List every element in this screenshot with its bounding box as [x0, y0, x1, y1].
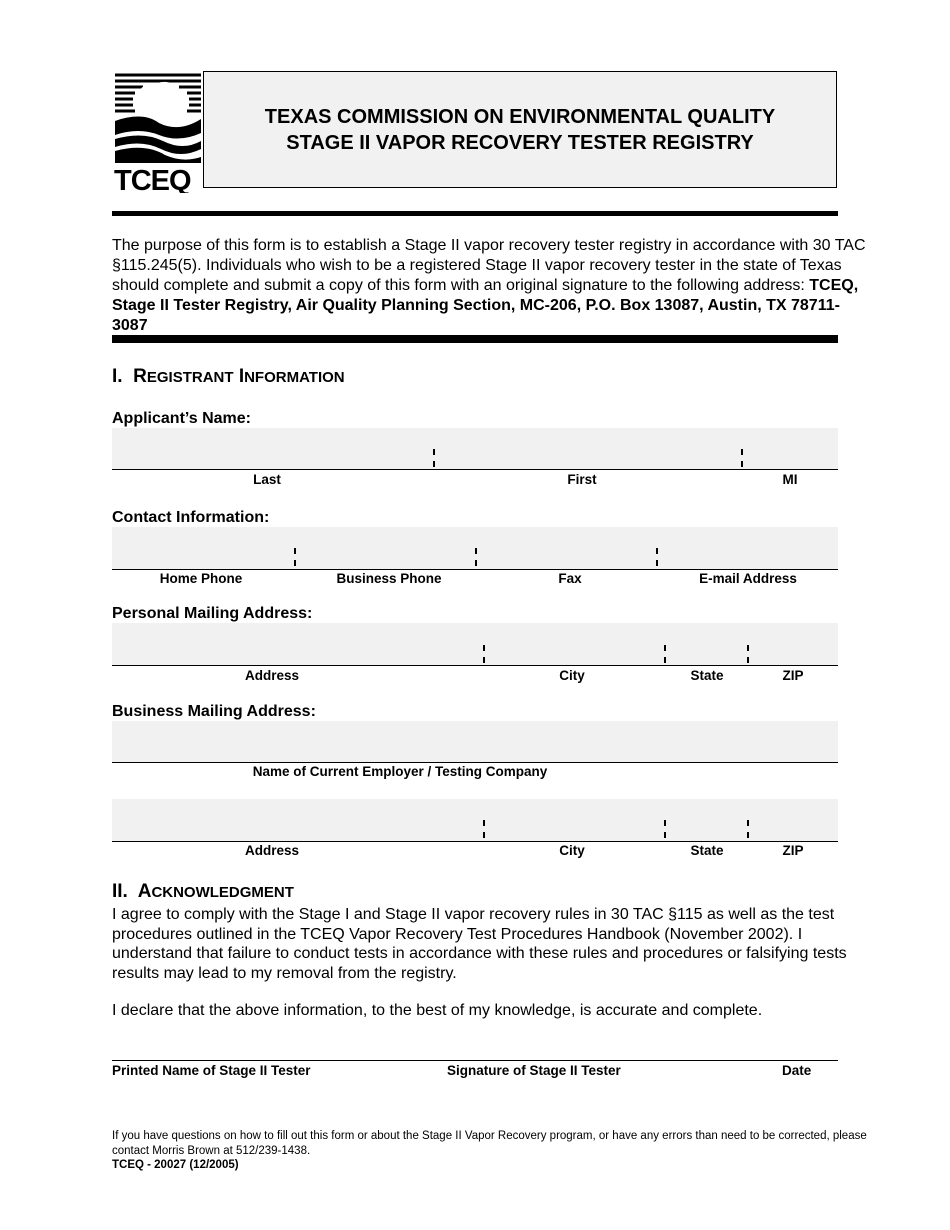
declaration-text: I declare that the above information, to the best of my knowledge, is accurate and complete. — [112, 1002, 763, 1019]
employer-name-field[interactable] — [112, 721, 838, 763]
zip-caption: ZIP — [782, 668, 804, 683]
divider — [664, 645, 666, 663]
section-registrant-heading: I. REGISTRANT INFORMATION — [112, 366, 345, 387]
zip-caption: ZIP — [782, 843, 804, 858]
last-name-caption: Last — [253, 472, 281, 487]
divider — [741, 449, 743, 467]
form-title: STAGE II VAPOR RECOVERY TESTER REGISTRY — [286, 131, 754, 154]
first-name-caption: First — [567, 472, 597, 487]
footer — [112, 1129, 902, 1173]
intro-paragraph — [112, 236, 872, 336]
form-title-box — [203, 71, 837, 188]
employer-caption: Name of Current Employer / Testing Company — [252, 764, 548, 779]
city-caption: City — [559, 668, 585, 683]
contact-info-label: Contact Information: — [112, 509, 270, 526]
state-caption: State — [690, 843, 724, 858]
divider — [294, 548, 296, 566]
divider — [475, 548, 477, 566]
personal-address-field[interactable] — [112, 623, 838, 666]
mailing-address: TCEQ, Stage II Tester Registry, Air Quality Planning Section, MC-206, P.O. Box 13087, Austin, TX 78711-3087 — [112, 277, 859, 334]
personal-address-label: Personal Mailing Address: — [112, 605, 313, 622]
divider — [483, 820, 485, 838]
signature-line[interactable] — [112, 1060, 838, 1061]
city-caption: City — [559, 843, 585, 858]
help-text: If you have questions on how to fill out this form or about the Stage II Vapor Recovery program, or have any errors than need to be corrected, please contact Morris Brown at 512/239-1438. — [112, 1130, 867, 1157]
address-caption: Address — [244, 668, 300, 683]
divider — [483, 645, 485, 663]
applicant-name-label: Applicant’s Name: — [112, 410, 251, 427]
header-rule — [112, 211, 838, 216]
logo-wordmark: TCEQ — [114, 165, 191, 193]
business-address-label: Business Mailing Address: — [112, 703, 316, 720]
printed-name-caption: Printed Name of Stage II Tester — [112, 1063, 311, 1078]
intro-text: The purpose of this form is to establish a Stage II vapor recovery tester registry in accordance with 30 TAC §115.245(5). Individuals who wish to be a registered Stage II vapor recovery tester in the state of Texas should complete and submit a copy of this form with an original signature to the following address: — [112, 237, 866, 294]
email-caption: E-mail Address — [699, 571, 797, 586]
home-phone-caption: Home Phone — [159, 571, 243, 586]
divider — [747, 645, 749, 663]
divider — [747, 820, 749, 838]
tceq-logo — [113, 71, 203, 193]
middle-initial-caption: MI — [782, 472, 798, 487]
fax-caption: Fax — [558, 571, 582, 586]
divider — [656, 548, 658, 566]
date-caption: Date — [782, 1063, 812, 1078]
signature-caption: Signature of Stage II Tester — [447, 1063, 621, 1078]
agency-title: TEXAS COMMISSION ON ENVIRONMENTAL QUALITY — [264, 105, 776, 128]
address-caption: Address — [244, 843, 300, 858]
divider — [664, 820, 666, 838]
applicant-name-field[interactable] — [112, 428, 838, 470]
form-code: TCEQ - 20027 (12/2005) — [112, 1159, 239, 1171]
acknowledgment-text: I agree to comply with the Stage I and Stage II vapor recovery rules in 30 TAC §115 as well as the test procedures outlined in the TCEQ Vapor Recovery Test Procedures Handbook (November 2002). I understand that failure to conduct tests in accordance with these rules and procedures or falsifying tests results may lead to my removal from the registry. — [112, 906, 847, 982]
divider — [433, 449, 435, 467]
business-phone-caption: Business Phone — [336, 571, 442, 586]
intro-rule — [112, 335, 838, 343]
state-caption: State — [690, 668, 724, 683]
section-acknowledgment-heading: II. ACKNOWLEDGMENT — [112, 881, 294, 902]
business-address-field[interactable] — [112, 799, 838, 842]
